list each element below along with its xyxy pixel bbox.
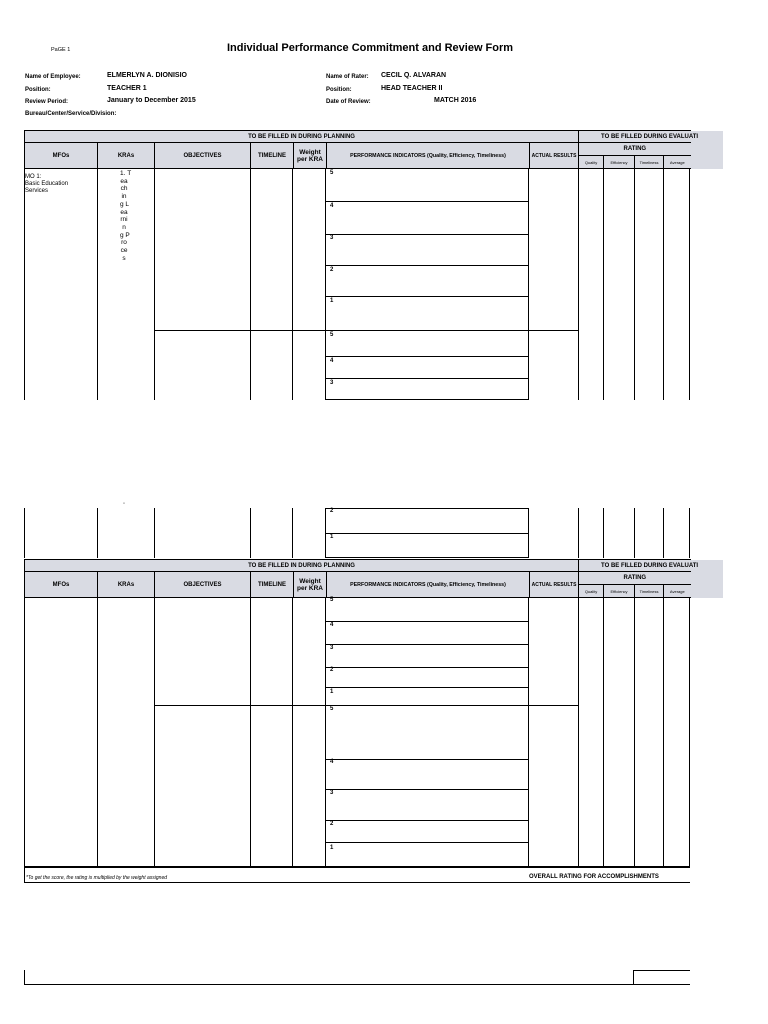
review-period-label: Review Period: (25, 99, 69, 105)
scale-4: 4 (330, 358, 334, 364)
kra-tail: ' (123, 502, 125, 509)
col-weight: Weight per KRA (294, 143, 327, 169)
evaluation-header: TO BE FILLED DURING EVALUATI (579, 131, 691, 143)
scale-4: 4 (330, 759, 334, 765)
scale-2: 2 (330, 821, 334, 827)
col-quality: Quality (579, 156, 604, 169)
ipcr-table-header-1 (24, 130, 723, 169)
overall-rating-label: OVERALL RATING FOR ACCOMPLISHMENTS (529, 874, 659, 880)
col-rating: RATING (579, 143, 691, 156)
scale-5: 5 (330, 170, 334, 176)
employee-position: TEACHER 1 (107, 85, 147, 92)
scale-4: 4 (330, 203, 334, 209)
ipcr-table-header-2 (24, 559, 723, 598)
review-date: MATCH 2016 (434, 97, 477, 104)
col-average: Average (664, 585, 691, 598)
employee-name-label: Name of Employee: (25, 74, 81, 80)
col-average: Average (664, 156, 691, 169)
rater-name-label: Name of Rater: (326, 74, 369, 80)
col-actual-results: ACTUAL RESULTS (530, 572, 579, 598)
col-efficiency: Efficiency (604, 585, 635, 598)
scale-3: 3 (330, 235, 334, 241)
scale-1: 1 (330, 534, 334, 540)
scale-4: 4 (330, 622, 334, 628)
col-weight: Weight per KRA (294, 572, 327, 598)
mfo-text: MO 1: Basic Education Services (25, 174, 69, 194)
col-mfos: MFOs (25, 143, 98, 169)
scale-3: 3 (330, 380, 334, 386)
bureau-label: Bureau/Center/Service/Division: (25, 111, 117, 117)
rater-position-label: Position: (326, 87, 352, 93)
col-timeline: TIMELINE (251, 572, 294, 598)
col-kras: KRAs (98, 143, 155, 169)
col-efficiency: Efficiency (604, 156, 635, 169)
review-date-label: Date of Review: (326, 99, 371, 105)
scale-2: 2 (330, 667, 334, 673)
scale-1: 1 (330, 298, 334, 304)
form-title: Individual Performance Commitment and Review Form (227, 42, 514, 54)
scale-3: 3 (330, 790, 334, 796)
col-objectives: OBJECTIVES (155, 143, 251, 169)
rater-name: CECIL Q. ALVARAN (381, 72, 447, 79)
evaluation-header: TO BE FILLED DURING EVALUATI (579, 560, 691, 572)
col-objectives: OBJECTIVES (155, 572, 251, 598)
col-mfos: MFOs (25, 572, 98, 598)
scale-1: 1 (330, 845, 334, 851)
employee-position-label: Position: (25, 87, 51, 93)
col-rating: RATING (579, 572, 691, 585)
col-timeliness: Timeliness (635, 585, 664, 598)
col-actual-results: ACTUAL RESULTS (530, 143, 579, 169)
planning-header: TO BE FILLED IN DURING PLANNING (25, 560, 579, 572)
col-timeliness: Timeliness (635, 156, 664, 169)
scale-2: 2 (330, 508, 334, 514)
col-timeline: TIMELINE (251, 143, 294, 169)
scale-1: 1 (330, 689, 334, 695)
score-note: *To get the score, the rating is multiplied by the weight assigned (26, 875, 168, 881)
col-indicators: PERFORMANCE INDICATORS (Quality, Efficiency, Timeliness) (327, 143, 530, 169)
col-quality: Quality (579, 585, 604, 598)
review-period: January to December 2015 (107, 97, 196, 104)
page-label: PaGE 1 (51, 47, 71, 53)
scale-5: 5 (330, 332, 334, 338)
scale-2: 2 (330, 267, 334, 273)
col-kras: KRAs (98, 572, 155, 598)
rater-position: HEAD TEACHER II (381, 85, 443, 92)
planning-header: TO BE FILLED IN DURING PLANNING (25, 131, 579, 143)
kra-vertical-text: 1. Teaching Learning Proces (120, 170, 132, 262)
employee-name: ELMERLYN A. DIONISIO (107, 72, 187, 79)
scale-3: 3 (330, 645, 334, 651)
scale-5: 5 (330, 706, 334, 712)
scale-5: 5 (330, 597, 334, 603)
col-indicators: PERFORMANCE INDICATORS (Quality, Efficiency, Timeliness) (327, 572, 530, 598)
